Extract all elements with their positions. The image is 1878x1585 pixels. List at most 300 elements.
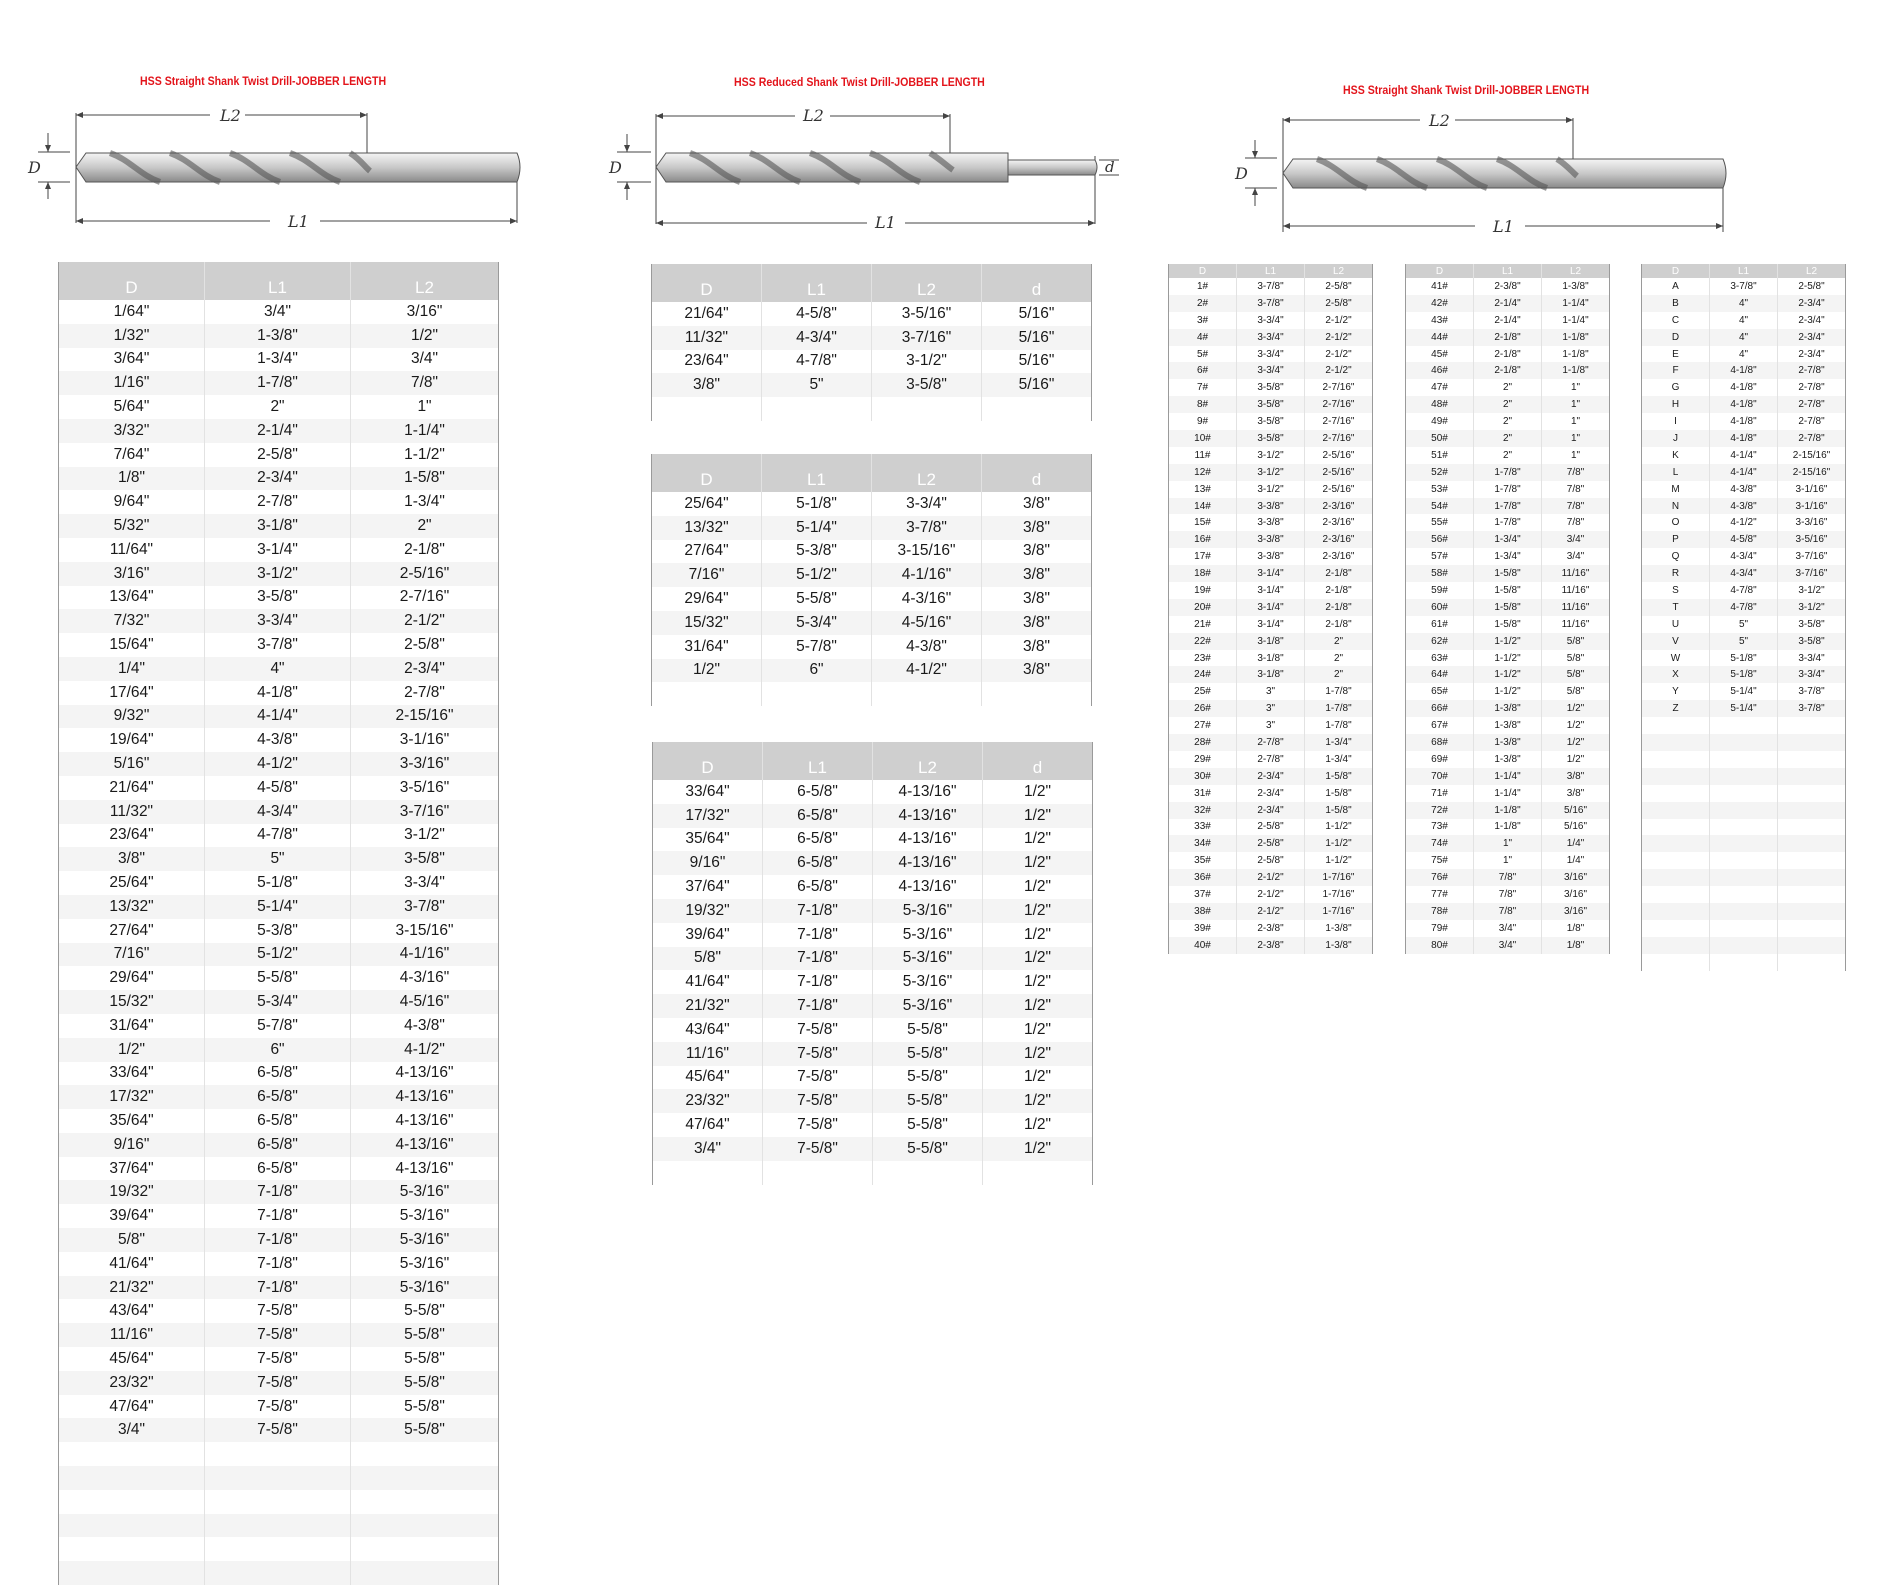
- table-cell: 5-5/8": [873, 1137, 983, 1161]
- table-cell: 23#: [1194, 652, 1211, 664]
- table-cell: 17/32": [59, 1085, 205, 1109]
- table-cell: [872, 397, 982, 421]
- table-cell: 2-5/8": [1305, 278, 1373, 295]
- table-cell: 17/64": [109, 683, 154, 701]
- table-cell: 1-3/4": [1305, 734, 1373, 751]
- table-cell: 1-5/8": [1474, 599, 1542, 616]
- table-cell: A: [1672, 280, 1679, 292]
- table-row: [1642, 413, 1846, 430]
- table-row: [1642, 498, 1846, 515]
- table-cell: 1": [1474, 835, 1542, 852]
- table-row: [1169, 819, 1373, 836]
- table-row: [1642, 785, 1846, 802]
- table-cell: [1642, 717, 1710, 734]
- table-cell: 3-1/4": [1237, 616, 1305, 633]
- table-cell: 3/4": [653, 1137, 763, 1161]
- table-cell: 38#: [1169, 903, 1237, 920]
- table-cell: 7-5/8": [763, 1042, 873, 1066]
- table-row: [59, 919, 499, 943]
- table-cell: 1-5/8": [1305, 768, 1373, 785]
- table-row: [1642, 548, 1846, 565]
- table-row: [1642, 329, 1846, 346]
- table-cell: 3-5/8": [205, 586, 351, 610]
- table-row: [59, 681, 499, 705]
- table-cell: 2-1/4": [1474, 312, 1542, 329]
- table-row: [1406, 751, 1610, 768]
- table-cell: 1/4": [1542, 835, 1610, 852]
- table-cell: 2-1/8": [1474, 346, 1542, 363]
- column-header: L2: [873, 742, 983, 780]
- table-row: [1406, 886, 1610, 903]
- table-cell: U: [1671, 618, 1680, 630]
- table-reduced-shank-3-8: [651, 454, 1092, 706]
- table-cell: [1778, 954, 1846, 971]
- table-cell: 7/8": [1474, 869, 1542, 886]
- table-row: [59, 943, 499, 967]
- table-cell: 2-1/2": [1305, 362, 1373, 379]
- table-cell: 13/32": [652, 516, 762, 540]
- table-cell: 3/4": [1474, 920, 1542, 937]
- table-row: [1642, 666, 1846, 683]
- table-row: [1642, 565, 1846, 582]
- table-row: [653, 1161, 1093, 1185]
- table-cell: 2-7/8": [1237, 751, 1305, 768]
- table-row: [59, 990, 499, 1014]
- table-row: [1169, 413, 1373, 430]
- header-row: [652, 454, 1092, 492]
- table-cell: 7-5/8": [205, 1347, 351, 1371]
- header-row: [652, 264, 1092, 302]
- table-cell: 5-1/8": [762, 492, 872, 516]
- table-cell: 6-5/8": [205, 1085, 351, 1109]
- table-cell: 1/16": [59, 371, 205, 395]
- table-cell: 80#: [1406, 937, 1474, 954]
- table-cell: 2-1/8": [1305, 565, 1373, 582]
- table-cell: 1-1/8": [1474, 819, 1542, 836]
- dim-label-l2: L2: [220, 106, 241, 125]
- table-cell: 1-1/2": [1305, 819, 1373, 836]
- table-cell: 1-1/8": [1542, 346, 1610, 363]
- table-cell: 1": [1542, 447, 1610, 464]
- table-cell: 5/64": [113, 398, 150, 416]
- table-cell: 1-3/8": [1305, 937, 1373, 954]
- table-cell: 5/16": [982, 326, 1092, 350]
- table-cell: 4-1/2": [1710, 514, 1778, 531]
- table-cell: 3-3/8": [1237, 531, 1305, 548]
- table-cell: 1#: [1196, 280, 1209, 292]
- table-cell: 1/2": [351, 324, 499, 348]
- table-cell: [1778, 785, 1846, 802]
- table-cell: [1642, 802, 1710, 819]
- table-cell: 2-3/16": [1305, 531, 1373, 548]
- table-row: [653, 1018, 1093, 1042]
- table-row: [1406, 768, 1610, 785]
- table-cell: 4-5/8": [1710, 531, 1778, 548]
- table-row: [653, 1137, 1093, 1161]
- table-row: [59, 1371, 499, 1395]
- table-cell: 1": [351, 395, 499, 419]
- table-cell: X: [1642, 666, 1710, 683]
- table-cell: 13#: [1194, 483, 1211, 495]
- table-cell: [763, 1161, 873, 1185]
- table-cell: 45/64": [685, 1068, 730, 1086]
- table-cell: 3-3/4": [351, 871, 499, 895]
- table-row: [59, 895, 499, 919]
- table-cell: [351, 1514, 499, 1538]
- table-cell: 20#: [1169, 599, 1237, 616]
- table-cell: [1778, 903, 1846, 920]
- table-cell: 2-7/16": [1305, 379, 1373, 396]
- table-cell: 3/4": [351, 348, 499, 372]
- table-cell: 3-7/16": [1778, 565, 1846, 582]
- table-cell: 1": [1542, 396, 1610, 413]
- table-row: [1169, 346, 1373, 363]
- table-cell: 3-1/8": [205, 514, 351, 538]
- table-cell: 9/16": [653, 851, 763, 875]
- table-reduced-shank-5-16: [651, 264, 1092, 421]
- table-cell: 4-3/8": [351, 1014, 499, 1038]
- table-cell: [982, 682, 1092, 706]
- table-cell: 4-3/16": [872, 587, 982, 611]
- table-cell: 3-5/8": [1778, 616, 1846, 633]
- table-cell: H: [1642, 396, 1710, 413]
- table-row: [1406, 278, 1610, 295]
- table-cell: 49#: [1431, 416, 1448, 428]
- table-cell: 2-1/2": [1237, 886, 1305, 903]
- table-cell: 43#: [1431, 314, 1448, 326]
- table-cell: 4-5/8": [762, 302, 872, 326]
- table-cell: 1": [1542, 430, 1610, 447]
- table-cell: 3-1/8": [1237, 633, 1305, 650]
- table-row: [653, 899, 1093, 923]
- table-cell: 2-1/2": [1237, 869, 1305, 886]
- table-row: [1169, 751, 1373, 768]
- table-cell: 21/32": [59, 1276, 205, 1300]
- table-cell: 15/32": [59, 990, 205, 1014]
- table-cell: [762, 682, 872, 706]
- table-cell: [1710, 869, 1778, 886]
- table-cell: 1/2": [983, 780, 1093, 804]
- table-row: [59, 514, 499, 538]
- table-cell: 4-1/8": [1710, 396, 1778, 413]
- table-cell: 1-5/8": [351, 467, 499, 491]
- table-row: [1642, 835, 1846, 852]
- table-row: [1169, 785, 1373, 802]
- table-row: [1642, 650, 1846, 667]
- table-row: [1642, 954, 1846, 971]
- table-row: [1642, 278, 1846, 295]
- table-cell: 7-5/8": [205, 1299, 351, 1323]
- table-cell: [351, 1490, 499, 1514]
- table-row: [1169, 295, 1373, 312]
- table-cell: 2-3/16": [1305, 514, 1373, 531]
- table-row: [1642, 430, 1846, 447]
- table-row: [1169, 666, 1373, 683]
- table-cell: 3-3/4": [872, 492, 982, 516]
- table-cell: 3/16": [1542, 869, 1610, 886]
- title-straight-shank-left: HSS Straight Shank Twist Drill-JOBBER LENGTH: [140, 76, 387, 88]
- table-cell: 3-7/8": [1237, 295, 1305, 312]
- table-cell: 1-5/8": [1474, 565, 1542, 582]
- table-cell: 5/16": [982, 350, 1092, 374]
- table-cell: 5-5/8": [351, 1418, 499, 1442]
- table-cell: 1-7/16": [1305, 903, 1373, 920]
- table-cell: 7/8": [351, 371, 499, 395]
- table-cell: 3-3/16": [1778, 514, 1846, 531]
- table-cell: 7-1/8": [763, 923, 873, 947]
- table-cell: 74#: [1406, 835, 1474, 852]
- table-cell: 3/4": [1542, 531, 1610, 548]
- table-cell: 5-3/4": [762, 611, 872, 635]
- table-cell: 3/16": [1542, 886, 1610, 903]
- table-cell: V: [1642, 633, 1710, 650]
- table-cell: 1/32": [59, 324, 205, 348]
- table-cell: 1-7/16": [1305, 886, 1373, 903]
- table-cell: [1710, 886, 1778, 903]
- table-cell: 35#: [1194, 855, 1211, 867]
- table-cell: 11/32": [652, 326, 762, 350]
- table-row: [1169, 734, 1373, 751]
- table-cell: [1778, 768, 1846, 785]
- table-cell: 6": [762, 659, 872, 683]
- table-cell: 4": [1710, 312, 1778, 329]
- table-row: [59, 419, 499, 443]
- table-cell: [205, 1537, 351, 1561]
- dim-label-small-d: d: [1105, 158, 1115, 176]
- table-cell: 4-3/8": [1710, 498, 1778, 515]
- table-cell: 11/16": [1542, 599, 1610, 616]
- table-cell: 37#: [1194, 889, 1211, 900]
- table-cell: 77#: [1431, 889, 1448, 900]
- table-cell: 3/8": [982, 635, 1092, 659]
- column-header: L1: [205, 262, 351, 300]
- table-cell: 1-7/8": [1474, 464, 1542, 481]
- dim-label-l1: L1: [1493, 217, 1514, 236]
- table-cell: 19/32": [59, 1180, 205, 1204]
- table-cell: [1642, 768, 1710, 785]
- table-cell: 1/2": [983, 994, 1093, 1018]
- table-cell: 28#: [1169, 734, 1237, 751]
- table-cell: 3-7/8": [1778, 683, 1846, 700]
- column-header: D: [652, 454, 762, 492]
- table-cell: 5-3/16": [873, 899, 983, 923]
- table-cell: [59, 1514, 205, 1538]
- table-cell: O: [1671, 517, 1680, 529]
- table-cell: 4-3/8": [205, 728, 351, 752]
- table-cell: 1-7/8": [205, 371, 351, 395]
- table-cell: [653, 1161, 763, 1185]
- table-cell: 1-1/8": [1474, 802, 1542, 819]
- table-cell: [1710, 920, 1778, 937]
- table-cell: 3-1/2": [1237, 447, 1305, 464]
- column-header: D: [59, 262, 205, 300]
- table-row: [59, 705, 499, 729]
- column-header: L2: [1778, 264, 1846, 278]
- table-cell: 3-5/8": [1237, 396, 1305, 413]
- table-row: [1169, 886, 1373, 903]
- table-cell: 6-5/8": [205, 1157, 351, 1181]
- table-cell: 1/2": [983, 875, 1093, 899]
- table-row: [1169, 514, 1373, 531]
- table-cell: T: [1642, 599, 1710, 616]
- table-cell: 4-3/4": [1710, 565, 1778, 582]
- table-cell: 3-1/2": [1237, 481, 1305, 498]
- table-row: [59, 609, 499, 633]
- table-row: [1642, 751, 1846, 768]
- column-header: L1: [1474, 264, 1542, 278]
- table-cell: [1642, 852, 1710, 869]
- table-cell: 48#: [1406, 396, 1474, 413]
- table-cell: [1778, 734, 1846, 751]
- table-row: [1406, 903, 1610, 920]
- table-row: [59, 300, 499, 324]
- table-cell: 2-1/8": [1305, 599, 1373, 616]
- table-cell: 2-1/8": [1305, 616, 1373, 633]
- table-cell: 1-1/8": [1542, 329, 1610, 346]
- table-cell: 1-1/4": [1542, 312, 1610, 329]
- table-cell: [1710, 717, 1778, 734]
- table-cell: 4": [1710, 346, 1778, 363]
- table-cell: Z: [1642, 700, 1710, 717]
- table-cell: [652, 397, 762, 421]
- table-row: [1169, 599, 1373, 616]
- table-row: [1169, 278, 1373, 295]
- table-cell: 2-15/16": [351, 705, 499, 729]
- table-row: [59, 1347, 499, 1371]
- table-row: [652, 682, 1092, 706]
- table-cell: [762, 397, 872, 421]
- table-cell: 11#: [1194, 449, 1211, 461]
- table-row: [1406, 937, 1610, 954]
- table-cell: 68#: [1406, 734, 1474, 751]
- table-cell: 5": [1710, 616, 1778, 633]
- table-cell: 5-5/8": [351, 1395, 499, 1419]
- table-cell: 1/4": [59, 657, 205, 681]
- table-cell: 5": [205, 847, 351, 871]
- table-cell: [1642, 819, 1710, 836]
- table-cell: 4-13/16": [873, 851, 983, 875]
- table-cell: L: [1642, 464, 1710, 481]
- table-cell: 7-5/8": [763, 1137, 873, 1161]
- table-cell: 15/64": [109, 636, 154, 654]
- table-cell: 3-5/8": [1237, 430, 1305, 447]
- table-cell: 1-5/8": [1305, 802, 1373, 819]
- table-cell: 2-1/4": [205, 419, 351, 443]
- table-row: [653, 970, 1093, 994]
- table-cell: 21/64": [684, 304, 729, 322]
- table-cell: 5/8": [653, 947, 763, 971]
- table-row: [652, 540, 1092, 564]
- table-cell: 3-1/2": [1237, 464, 1305, 481]
- table-row: [1406, 312, 1610, 329]
- table-cell: 1/8": [1542, 937, 1610, 954]
- table-cell: 2-7/8": [1778, 362, 1846, 379]
- header-row: [1169, 264, 1373, 278]
- table-row: [59, 1323, 499, 1347]
- table-cell: 1-3/4": [1474, 531, 1542, 548]
- table-cell: 5-3/16": [873, 947, 983, 971]
- table-cell: 6-5/8": [763, 851, 873, 875]
- table-cell: M: [1671, 483, 1680, 495]
- table-cell: 2-7/16": [1305, 413, 1373, 430]
- table-row: [1406, 616, 1610, 633]
- table-cell: 1/2": [983, 851, 1093, 875]
- table-row: [1406, 295, 1610, 312]
- table-cell: G: [1671, 382, 1680, 394]
- table-straight-shank-fractional: [58, 262, 499, 1585]
- table-cell: [1642, 751, 1710, 768]
- table-cell: 5-5/8": [351, 1323, 499, 1347]
- table-row: [1642, 819, 1846, 836]
- table-cell: 1/4": [1542, 852, 1610, 869]
- column-header: d: [982, 454, 1092, 492]
- table-cell: 2-7/8": [1778, 413, 1846, 430]
- table-cell: 45/64": [109, 1349, 154, 1367]
- table-cell: 32#: [1169, 802, 1237, 819]
- table-cell: 4-1/2": [351, 1038, 499, 1062]
- table-cell: [1710, 903, 1778, 920]
- table-cell: 3-1/4": [1237, 599, 1305, 616]
- table-cell: 36#: [1169, 869, 1237, 886]
- header-row: [1406, 264, 1610, 278]
- table-cell: [1778, 937, 1846, 954]
- table-cell: 1": [1542, 379, 1610, 396]
- table-letter-drills-a-z: [1641, 264, 1846, 971]
- table-row: [59, 562, 499, 586]
- table-cell: [1642, 734, 1710, 751]
- table-cell: 1/2": [983, 1089, 1093, 1113]
- table-cell: 53#: [1431, 483, 1448, 495]
- table-cell: 19/32": [653, 899, 763, 923]
- table-cell: 2-5/8": [1237, 852, 1305, 869]
- table-row: [1169, 920, 1373, 937]
- table-cell: [205, 1442, 351, 1466]
- table-cell: 1-1/4": [1474, 785, 1542, 802]
- table-cell: 7-1/8": [763, 899, 873, 923]
- table-row: [1642, 734, 1846, 751]
- table-cell: 3-1/4": [205, 538, 351, 562]
- table-cell: 1-5/8": [1305, 785, 1373, 802]
- table-cell: 5-7/8": [762, 635, 872, 659]
- table-cell: 3/8": [982, 540, 1092, 564]
- table-cell: R: [1642, 565, 1710, 582]
- table-cell: 71#: [1431, 787, 1448, 799]
- table-row: [1169, 396, 1373, 413]
- table-cell: 2#: [1169, 295, 1237, 312]
- table-cell: 4-13/16": [873, 828, 983, 852]
- table-cell: 4-13/16": [351, 1062, 499, 1086]
- table-cell: 5/8": [1542, 683, 1610, 700]
- table-cell: 1/8": [1542, 920, 1610, 937]
- table-cell: C: [1671, 314, 1680, 326]
- table-cell: 3-1/16": [1778, 498, 1846, 515]
- table-cell: 2-7/8": [205, 490, 351, 514]
- table-cell: 3-7/8": [1778, 700, 1846, 717]
- table-cell: [872, 682, 982, 706]
- table-cell: [1642, 835, 1710, 852]
- table-cell: 1/2": [983, 804, 1093, 828]
- table-cell: 11/16": [653, 1042, 763, 1066]
- table-cell: 34#: [1169, 835, 1237, 852]
- table-cell: [351, 1466, 499, 1490]
- table-row: [59, 1157, 499, 1181]
- table-row: [1406, 920, 1610, 937]
- table-cell: 6#: [1169, 362, 1237, 379]
- table-row: [1169, 835, 1373, 852]
- table-cell: 3-3/8": [1237, 514, 1305, 531]
- table-cell: 5-3/16": [873, 970, 983, 994]
- table-row: [652, 587, 1092, 611]
